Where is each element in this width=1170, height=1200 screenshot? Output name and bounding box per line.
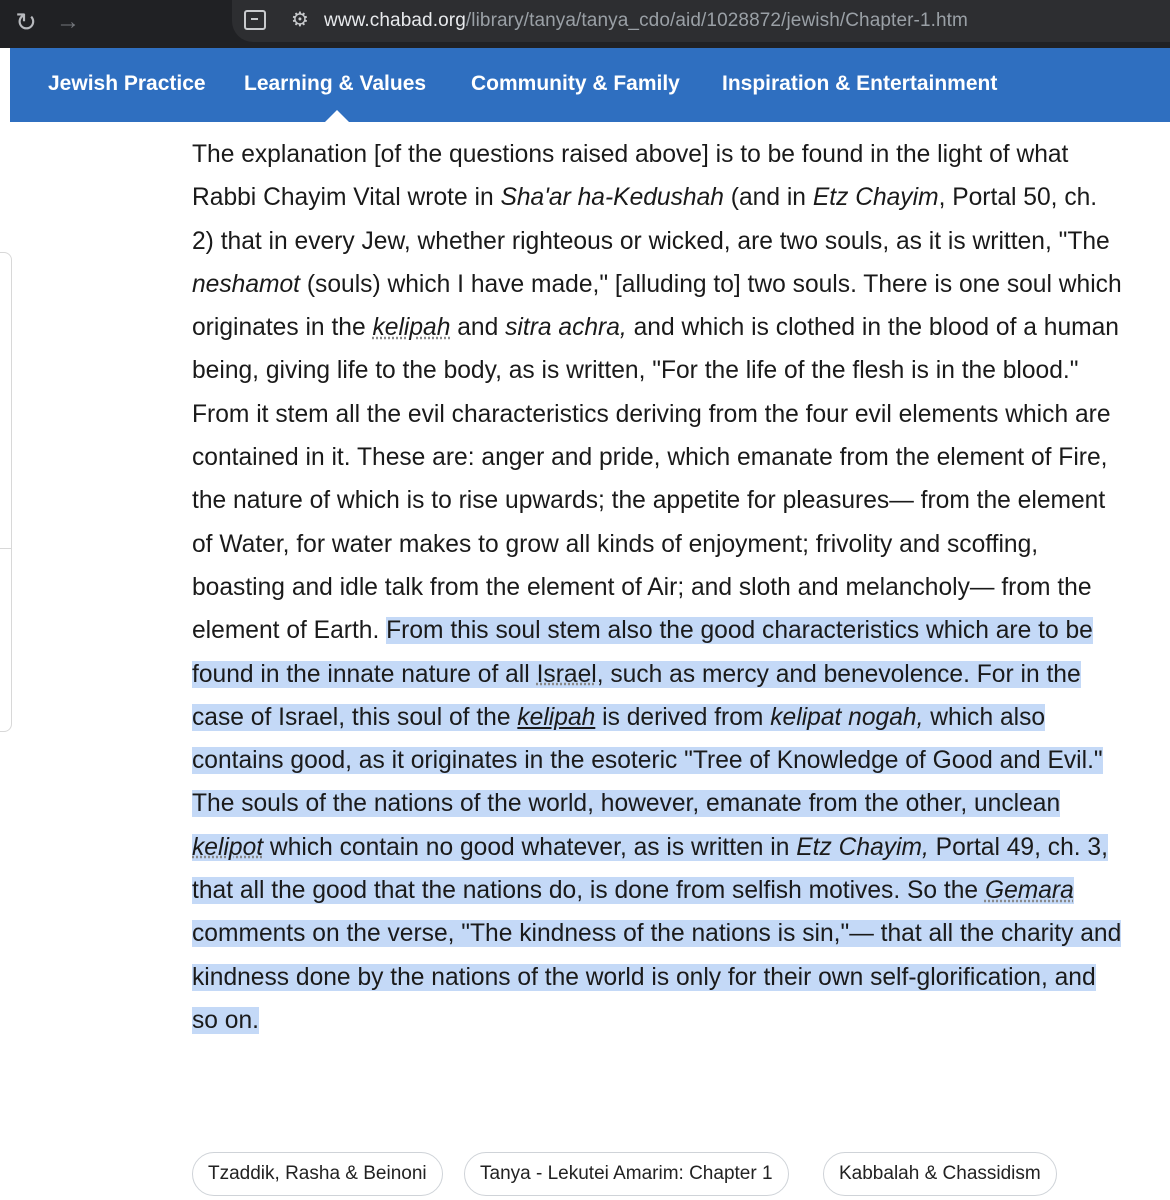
glossary-term[interactable]: Gemara <box>984 877 1074 905</box>
nav-jewish-practice[interactable]: Jewish Practice <box>48 72 206 95</box>
tag-tanya-chapter-1[interactable]: Tanya - Lekutei Amarim: Chapter 1 <box>464 1152 789 1196</box>
active-nav-caret-icon <box>325 110 349 122</box>
article-text: (souls) which I have made," [alluding to] two souls. There is one soul which originates in the <box>192 270 1122 342</box>
reload-icon[interactable]: ↻ <box>15 7 37 37</box>
glossary-term[interactable]: Israel <box>536 660 597 688</box>
url-text[interactable] <box>324 10 968 32</box>
site-info-icon[interactable]: ⚙ <box>291 9 309 31</box>
book-title: Sha'ar ha-Kedushah <box>500 184 724 212</box>
hebrew-term: kelipat nogah, <box>770 703 924 731</box>
address-bar[interactable] <box>232 0 1170 42</box>
article-text: comments on the verse, "The kindness of the nations is sin,"— that all the charity and kindness done by the nations of the world is only for their own self-glorification, and so on. <box>192 920 1122 1034</box>
side-panel[interactable] <box>0 252 12 732</box>
forward-arrow-icon[interactable]: → <box>56 8 80 35</box>
article-text: Portal 49, ch. 3, that all the good that the nations do, is done from selfish motives. So the <box>192 833 1108 905</box>
article-text: and <box>450 314 506 342</box>
article-text: From this soul stem also the good characteristics which are to be found in the innate nature of all <box>192 617 1093 688</box>
tag-tzaddik-rasha-beinoni[interactable]: Tzaddik, Rasha & Beinoni <box>192 1152 443 1196</box>
article-text: and which is clothed in the blood of a human being, giving life to the body, as is written, "For the life of the flesh is in the blood." From it stem all the evil characteristics deriving from the four evil elements which are contained in it. These are: anger and pride, which emanate from the element of Fire, the nature of which is to rise upwards; the appetite for pleasures— from the element of Water, for water makes to grow all kinds of enjoyment; frivolity and scoffing, boasting and idle talk from the element of Air; and sloth and melancholy— from the element of Earth. <box>192 314 1119 645</box>
hebrew-term: sitra achra, <box>505 314 627 342</box>
side-panel-divider <box>0 548 11 549</box>
article-body <box>192 133 1122 1042</box>
tag-kabbalah-chassidism[interactable]: Kabbalah & Chassidism <box>823 1152 1057 1196</box>
hebrew-term: neshamot <box>192 270 301 298</box>
glossary-term[interactable]: kelipah <box>372 314 451 342</box>
glossary-term-link[interactable]: kelipah <box>517 703 596 731</box>
nav-inspiration-entertainment[interactable]: Inspiration & Entertainment <box>722 72 998 95</box>
article-text: which also contains good, as it originates in the esoteric "Tree of Knowledge of Good and Evil." The souls of the nations of the world, however, emanate from the other, unclean <box>192 703 1103 818</box>
nav-community-family[interactable]: Community & Family <box>471 72 680 95</box>
article-text: The explanation [of the questions raised above] is to be found in the light of what Rabbi Chayim Vital wrote in <box>192 141 1069 212</box>
book-title: Etz Chayim, <box>796 833 929 861</box>
book-title: Etz Chayim <box>812 184 939 212</box>
tab-search-icon[interactable] <box>244 10 266 30</box>
url-host: www.chabad.org <box>324 10 466 31</box>
article-text: , Portal 50, ch. 2) that in every Jew, whether righteous or wicked, are two souls, as it is written, "The <box>192 184 1110 255</box>
article-text: which contain no good whatever, as is written in <box>263 833 797 861</box>
browser-toolbar <box>0 0 1170 48</box>
site-nav-bar <box>10 48 1170 122</box>
article-text: is derived from <box>595 703 771 731</box>
nav-learning-values[interactable]: Learning & Values <box>244 72 427 95</box>
article-text: (and in <box>723 184 813 212</box>
url-path: /library/tanya/tanya_cdo/aid/1028872/jewish/Chapter-1.htm <box>465 10 968 31</box>
article-text: , such as mercy and benevolence. For in the case of Israel, this soul of the <box>192 660 1081 731</box>
glossary-term[interactable]: kelipot <box>192 833 264 861</box>
selected-text <box>192 617 1121 1034</box>
